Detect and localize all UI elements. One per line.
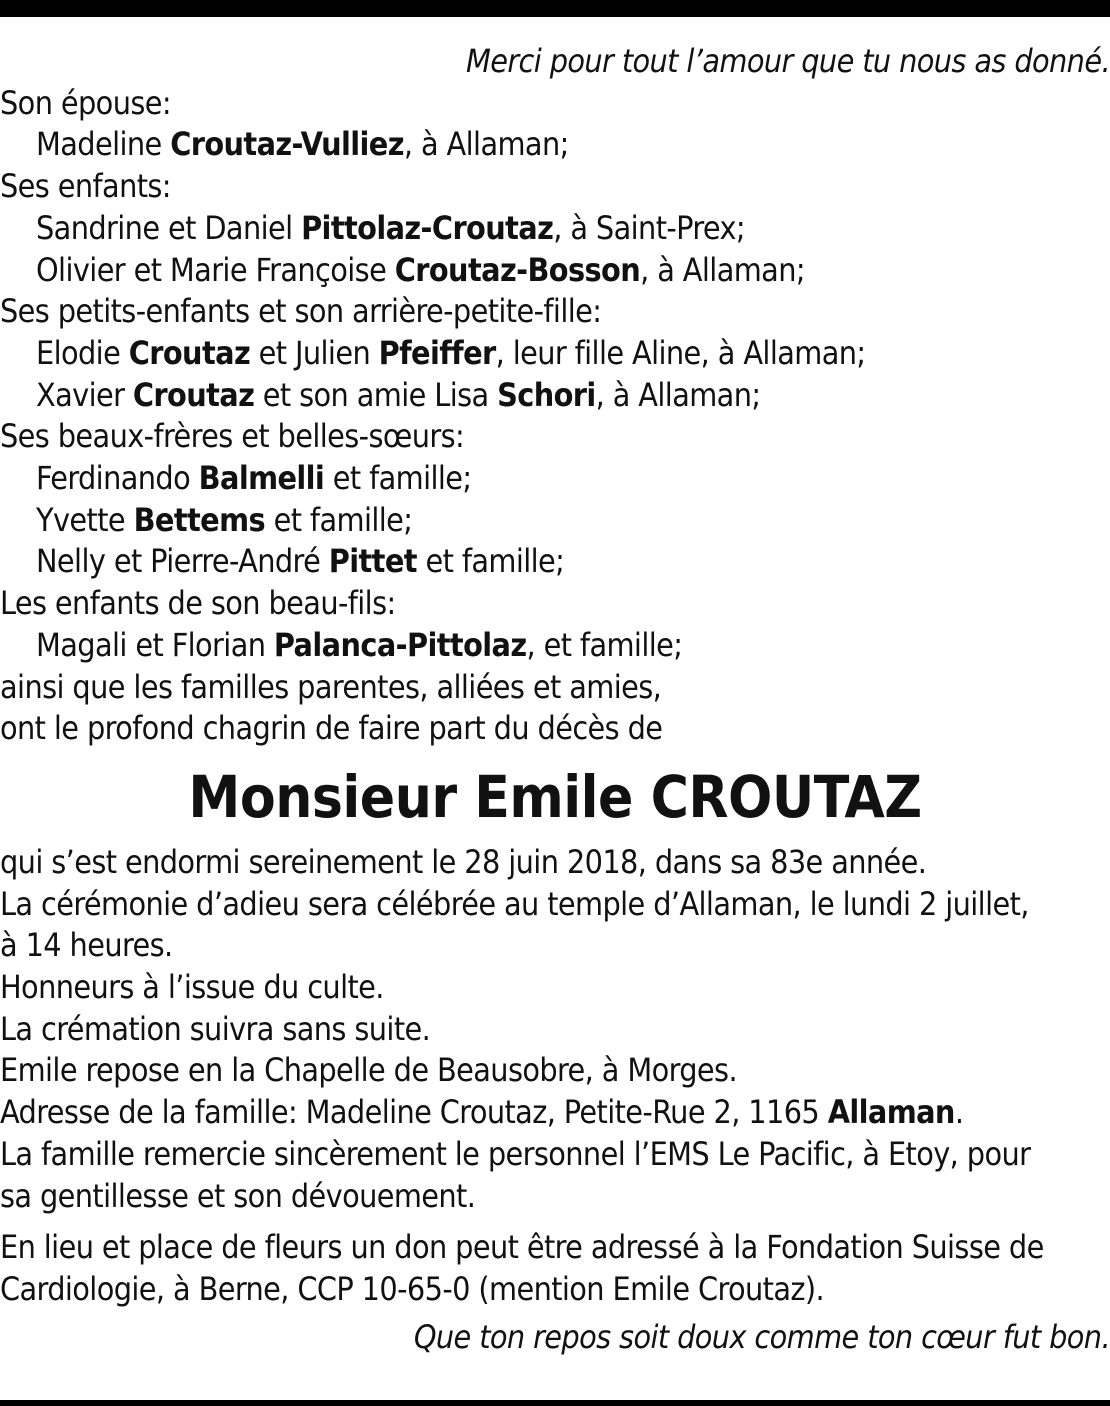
line-text: Magali et Florian (36, 625, 274, 664)
line-text: Madeline (36, 125, 171, 164)
family-group-label: Les enfants de son beau-fils: (0, 584, 396, 623)
line-text: Nelly et Pierre-André (36, 542, 329, 581)
donation-block (0, 1227, 1110, 1310)
line-text: et son amie Lisa (254, 375, 498, 414)
family-group-label: Son épouse: (0, 83, 171, 122)
detail-line (0, 1092, 1110, 1134)
line-text: . (954, 1093, 964, 1132)
donation-line: En lieu et place de fleurs un don peut être adressé à la Fondation Suisse de (0, 1228, 1044, 1267)
line-text: La cérémonie d’adieu sera célébrée au temple d’Allaman, le lundi 2 juillet, (0, 884, 1029, 923)
line-text: à 14 heures. (0, 926, 173, 965)
detail-line (0, 925, 1110, 967)
line-text: Ferdinando (36, 459, 199, 498)
donation-line: Cardiologie, à Berne, CCP 10-65-0 (mention Emile Croutaz). (0, 1269, 825, 1308)
detail-line (0, 1009, 1110, 1051)
surname: Croutaz-Vulliez (170, 125, 404, 164)
detail-line (0, 1050, 1110, 1092)
line-text: Adresse de la famille: Madeline Croutaz, Petite-Rue 2, 1165 (0, 1093, 828, 1132)
family-group-label: Ses beaux-frères et belles-sœurs: (0, 417, 465, 456)
surname: Balmelli (198, 459, 325, 498)
surname: Pittolaz-Croutaz (301, 208, 554, 247)
closing-line: ont le profond chagrin de faire part du décès de (0, 709, 663, 748)
surname: Croutaz-Bosson (394, 250, 641, 289)
top-rule (0, 0, 1110, 17)
detail-line (0, 884, 1110, 926)
line-text: et famille; (265, 500, 413, 539)
obituary-notice (0, 41, 1110, 1358)
surname: Pittet (328, 542, 417, 581)
line-text: , à Saint-Prex; (553, 208, 745, 247)
line-text: qui s’est endormi sereinement le 28 juin 2018, dans sa 83e année. (0, 842, 927, 881)
family-member (0, 458, 1110, 500)
line-text: Olivier et Marie Françoise (36, 250, 395, 289)
line-text: , et famille; (526, 625, 683, 664)
family-member (0, 208, 1110, 250)
line-text: et famille; (324, 459, 472, 498)
line-text: , à Allaman; (595, 375, 761, 414)
family-member (0, 625, 1110, 667)
line-text: , leur fille Aline, à Allaman; (495, 333, 866, 372)
closing-line: ainsi que les familles parentes, alliées et amies, (0, 667, 662, 706)
line-text: La crémation suivra sans suite. (0, 1009, 431, 1048)
family-group-label: Ses enfants: (0, 167, 171, 206)
line-text: et famille; (416, 542, 565, 581)
line-text: Sandrine et Daniel (36, 208, 302, 247)
detail-line (0, 842, 1110, 884)
family-member (0, 541, 1110, 583)
line-text: Yvette (36, 500, 134, 539)
line-text: et Julien (250, 333, 379, 372)
surname: Palanca-Pittolaz (273, 625, 527, 664)
line-text: Emile repose en la Chapelle de Beausobre, à Morges. (0, 1051, 737, 1090)
family-member (0, 333, 1110, 375)
line-text: , à Allaman; (403, 125, 569, 164)
deceased-name: Monsieur Emile CROUTAZ (188, 762, 922, 831)
line-text: Elodie (36, 333, 129, 372)
detail-line (0, 1176, 1110, 1218)
header-quote: Merci pour tout l’amour que tu nous as donné. (465, 42, 1110, 80)
family-list (0, 83, 1110, 667)
detail-line (0, 1134, 1110, 1176)
surname: Croutaz (128, 333, 251, 372)
family-member (0, 500, 1110, 542)
family-group-label: Ses petits-enfants et son arrière-petite-fille: (0, 292, 602, 331)
line-text: La famille remercie sincèrement le personnel l’EMS Le Pacific, à Etoy, pour (0, 1134, 1031, 1173)
line-text: Xavier (36, 375, 133, 414)
bottom-rule (0, 1400, 1110, 1406)
detail-line (0, 967, 1110, 1009)
surname: Pfeiffer (378, 333, 496, 372)
line-text: Honneurs à l’issue du culte. (0, 968, 384, 1007)
line-text: sa gentillesse et son dévouement. (0, 1176, 476, 1215)
surname: Bettems (133, 500, 266, 539)
details-block (0, 842, 1110, 1217)
line-text: , à Allaman; (640, 250, 805, 289)
family-member (0, 375, 1110, 417)
surname: Schori (497, 375, 596, 414)
family-member (0, 124, 1110, 166)
surname: Croutaz (132, 375, 255, 414)
surname: Allaman (827, 1093, 955, 1132)
family-member (0, 250, 1110, 292)
footer-quote: Que ton repos soit doux comme ton cœur fut bon. (413, 1317, 1110, 1356)
